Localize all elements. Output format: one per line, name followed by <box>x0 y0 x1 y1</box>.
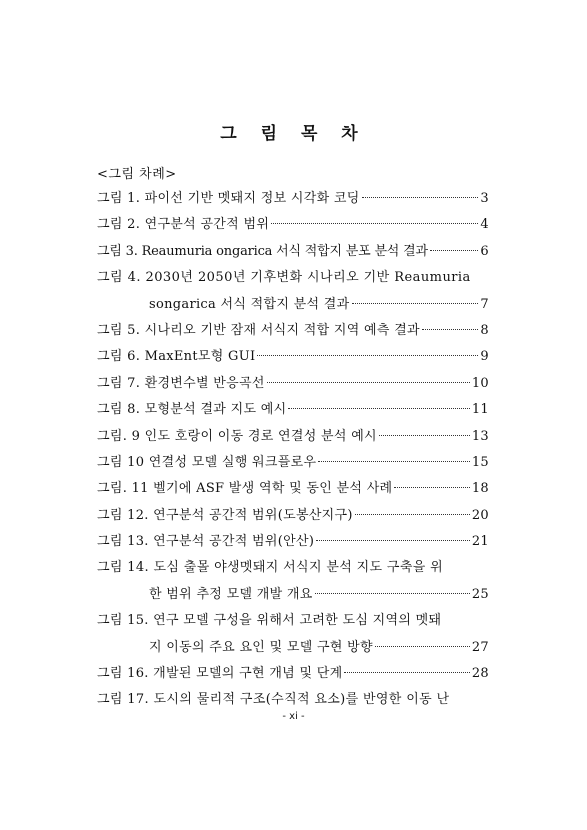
toc-entry[interactable] <box>97 687 489 713</box>
leader-dots <box>318 461 470 462</box>
leader-dots <box>271 223 478 224</box>
toc-entry[interactable] <box>97 608 489 661</box>
leader-dots <box>316 540 470 541</box>
page-title: 그 림 목 차 <box>220 124 367 144</box>
toc-entry[interactable] <box>97 529 489 555</box>
toc-entry[interactable] <box>97 239 489 265</box>
toc-entry-label: 그림. 11 벨기에 ASF 발생 역학 및 동인 분석 사례 <box>97 481 393 497</box>
toc-entry-page: 7 <box>480 296 489 312</box>
toc-entry-page: 4 <box>480 217 489 233</box>
leader-dots <box>315 593 470 594</box>
toc-entry-label: 그림 2. 연구분석 공간적 범위 <box>97 217 270 233</box>
leader-dots <box>257 355 478 356</box>
toc-entry-continuation: 한 범위 추정 모델 개발 개요 <box>149 586 313 602</box>
toc-entry-page: 25 <box>471 586 489 602</box>
toc-entry-label: 그림 13. 연구분석 공간적 범위(안산) <box>97 534 315 550</box>
leader-dots <box>394 487 469 488</box>
toc-entry-label: 그림. 9 인도 호랑이 이동 경로 연결성 분석 예시 <box>97 428 377 444</box>
toc-entry-page: 21 <box>471 534 489 550</box>
toc-entry-label: 그림 1. 파이선 기반 멧돼지 정보 시각화 코딩 <box>97 191 360 206</box>
toc-entry-label: 그림 3. Reaumuria ongarica 서식 적합지 분포 분석 결과 <box>97 243 428 259</box>
toc-entry[interactable] <box>97 450 489 476</box>
toc-entry-label: 그림 8. 모형분석 결과 지도 예시 <box>97 402 287 418</box>
toc-subheading: <그림 차례> <box>97 167 177 182</box>
toc-entry-page: 28 <box>471 666 489 682</box>
toc-entry[interactable] <box>97 476 489 502</box>
toc-entry-continuation: 지 이동의 주요 요인 및 모델 구현 방향 <box>149 639 373 655</box>
toc-entry[interactable] <box>97 186 489 212</box>
toc-entry[interactable] <box>97 661 489 687</box>
toc-entry-label: 그림 15. 연구 모델 구성을 위해서 고려한 도심 지역의 멧돼 <box>97 613 442 629</box>
toc-entry-label: 그림 4. 2030년 2050년 기후변화 시나리오 기반 Reaumuria <box>97 270 471 286</box>
toc-entry[interactable] <box>97 424 489 450</box>
toc-entry-page: 6 <box>480 243 489 259</box>
toc-entry-label: 그림 17. 도시의 물리적 구조(수직적 요소)를 반영한 이동 난 <box>97 692 450 708</box>
toc-entry-page: 13 <box>471 428 489 444</box>
toc-entry-page: 18 <box>471 481 489 497</box>
leader-dots <box>352 303 479 304</box>
leader-dots <box>379 435 470 436</box>
leader-dots <box>344 672 469 673</box>
toc-entry-page: 15 <box>471 454 489 470</box>
leader-dots <box>430 250 479 251</box>
toc-entry-page: 3 <box>480 191 489 206</box>
toc-entry[interactable] <box>97 212 489 238</box>
toc-entry-label: 그림 5. 시나리오 기반 잠재 서식지 적합 지역 예측 결과 <box>97 322 420 338</box>
toc-entry[interactable] <box>97 555 489 608</box>
toc-entry[interactable] <box>97 397 489 423</box>
toc-entry-page: 11 <box>471 402 489 418</box>
leader-dots <box>375 646 470 647</box>
figure-toc-list <box>97 186 489 714</box>
leader-dots <box>267 382 470 383</box>
leader-dots <box>355 514 470 515</box>
toc-entry[interactable] <box>97 318 489 344</box>
toc-entry-page: 20 <box>471 507 489 523</box>
leader-dots <box>288 408 469 409</box>
toc-entry-label: 그림 16. 개발된 모델의 구현 개념 및 단계 <box>97 666 343 682</box>
toc-entry-page: 27 <box>471 639 489 655</box>
leader-dots <box>362 197 479 198</box>
toc-entry-label: 그림 12. 연구분석 공간적 범위(도봉산지구) <box>97 507 353 523</box>
toc-entry-page: 9 <box>480 349 489 365</box>
page-number-footer: - xi - <box>282 711 305 722</box>
toc-entry[interactable] <box>97 371 489 397</box>
toc-entry-label: 그림 6. MaxEnt모형 GUI <box>97 349 256 365</box>
toc-entry[interactable] <box>97 265 489 318</box>
toc-entry-label: 그림 7. 환경변수별 반응곡선 <box>97 375 265 391</box>
leader-dots <box>422 329 479 330</box>
toc-entry-page: 8 <box>480 322 489 338</box>
toc-entry-page: 10 <box>471 375 489 391</box>
toc-entry[interactable] <box>97 344 489 370</box>
toc-entry-label: 그림 14. 도심 출몰 야생멧돼지 서식지 분석 지도 구축을 위 <box>97 560 444 576</box>
toc-entry-continuation: songarica 서식 적합지 분석 결과 <box>149 296 350 312</box>
toc-entry-label: 그림 10 연결성 모델 실행 워크플로우 <box>97 454 317 470</box>
toc-entry[interactable] <box>97 503 489 529</box>
